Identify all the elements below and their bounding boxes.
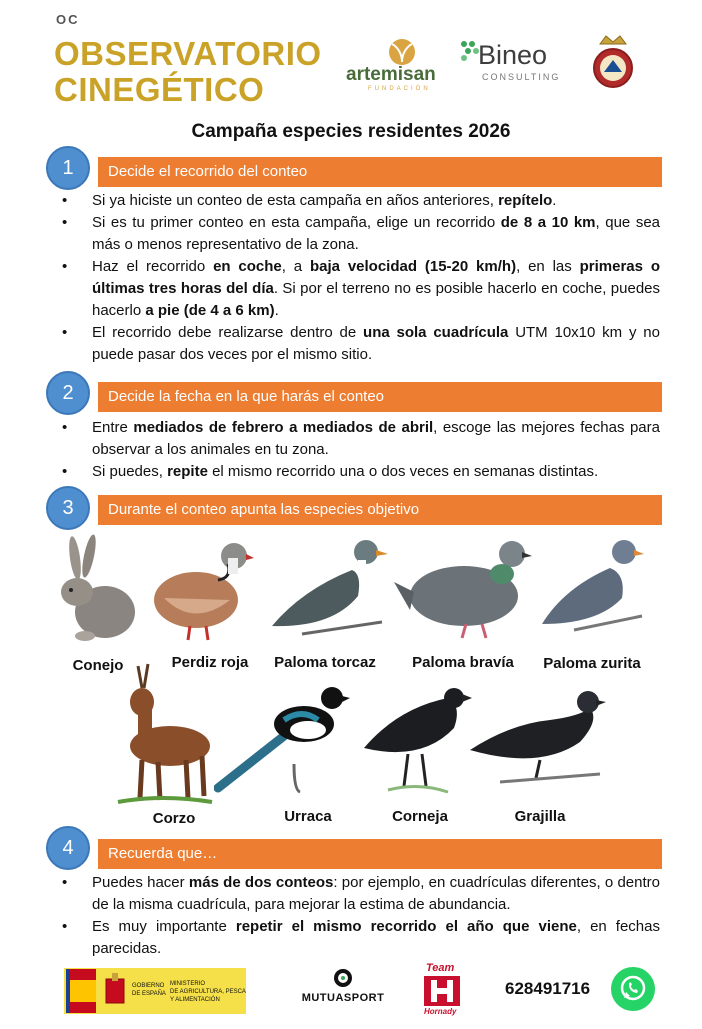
rabbit-illustration <box>55 532 141 648</box>
magpie-illustration <box>214 680 350 794</box>
artemisan-name: artemisan <box>346 64 436 85</box>
federation-crest-icon <box>592 34 634 92</box>
whatsapp-phone-icon <box>611 967 655 1011</box>
text: . Si por el terreno no es posible hacerlo en coche, puedes hacerlo <box>92 280 660 319</box>
artemisan-sub: FUNDACIÓN <box>368 86 431 92</box>
text: . <box>274 302 279 319</box>
oc-monogram: OC <box>56 12 80 27</box>
hornady-logo <box>420 962 464 1018</box>
jackdaw-illustration <box>470 680 610 790</box>
bullet-item <box>62 322 660 366</box>
bineo-logo <box>460 40 576 86</box>
text: Puedes hacer <box>92 874 189 891</box>
text: , en las <box>516 258 580 275</box>
contact-phone[interactable]: 628491716 <box>505 979 591 998</box>
ministry-line2: DE AGRICULTURA, PESCA <box>170 989 246 995</box>
bold-text: primeras o últimas tres horas del día <box>92 258 660 297</box>
text: el mismo recorrido una o dos veces en semanas distintas. <box>207 463 599 480</box>
section-2-list <box>62 417 660 483</box>
section-2-bar <box>98 382 662 412</box>
bold-text: de 8 a 10 km <box>500 214 596 231</box>
campaign-title: Campaña especies residentes 2026 <box>191 121 511 142</box>
bullet-item <box>62 417 660 461</box>
text: UTM 10x10 km y no puede pasar dos veces por el mismo sitio. <box>92 324 660 363</box>
ministry-line3: Y ALIMENTACIÓN <box>170 997 220 1003</box>
ministry-line1: MINISTERIO <box>170 981 206 987</box>
text: , escoge las mejores fechas para observar a los animales en tu zona. <box>92 419 660 458</box>
label-corzo: Corzo <box>152 810 196 827</box>
hornady-brand: Hornady <box>424 1007 457 1016</box>
mutuasport-target-icon <box>333 968 353 988</box>
label-paloma-bravia: Paloma bravía <box>412 654 514 671</box>
gov-line1: GOBIERNO <box>132 983 165 989</box>
wood-pigeon-illustration <box>262 530 392 648</box>
label-paloma-zurita: Paloma zurita <box>543 655 641 672</box>
brand-title-line1: OBSERVATORIO <box>54 35 322 72</box>
text: Si ya hiciste un conteo de esta campaña en años anteriores, <box>92 192 499 209</box>
rock-dove-illustration <box>394 532 534 644</box>
bold-text: repítelo <box>498 192 553 209</box>
partridge-illustration <box>144 528 256 644</box>
bullet-item <box>62 916 660 960</box>
section-4-number: 4 <box>46 826 90 870</box>
gov-line2: DE ESPAÑA <box>132 991 166 997</box>
label-urraca: Urraca <box>284 808 332 825</box>
brand-title <box>54 36 322 108</box>
section-4-title: Recuerda que… <box>108 845 218 862</box>
section-2-title: Decide la fecha en la que harás el conteo <box>108 388 385 405</box>
bullet-item <box>62 872 660 916</box>
bold-text: a pie (de 4 a 6 km) <box>145 302 275 319</box>
artemisan-logo <box>346 38 456 94</box>
brand-title-line2: CINEGÉTICO <box>54 71 265 108</box>
label-corneja: Corneja <box>392 808 448 825</box>
text: Es muy importante <box>92 918 236 935</box>
section-4-list <box>62 872 660 960</box>
bullet-item <box>62 461 660 483</box>
section-1-bar <box>98 157 662 187</box>
bold-text: baja velocidad (15-20 km/h) <box>309 258 517 275</box>
hornady-h-icon <box>424 976 460 1006</box>
bineo-sub: CONSULTING <box>482 72 561 82</box>
bold-text: más de dos conteos <box>188 874 334 891</box>
label-grajilla: Grajilla <box>514 808 566 825</box>
bullet-item <box>62 190 660 212</box>
mutuasport-name: MUTUASPORT <box>301 992 385 1004</box>
spain-flag-icon <box>66 969 96 1013</box>
label-perdiz-roja: Perdiz roja <box>171 654 249 671</box>
government-text <box>132 982 166 998</box>
text: Haz el recorrido <box>92 258 214 275</box>
label-conejo: Conejo <box>72 657 124 674</box>
ministry-text <box>170 980 246 1004</box>
text: , que sea más o menos representativo de la zona. <box>92 214 661 253</box>
bineo-name: Bineo <box>478 40 548 70</box>
text: : por ejemplo, en cuadrículas diferentes, o dentro de la misma cuadrícula, para mejorar la estima de abundancia. <box>92 874 660 913</box>
bold-text: repetir el mismo recorrido el año que viene <box>235 918 577 935</box>
text: , a <box>281 258 310 275</box>
carrion-crow-illustration <box>358 682 472 800</box>
text: . <box>552 192 557 209</box>
section-3-number: 3 <box>46 486 90 530</box>
artemisan-leaf-icon <box>382 38 422 66</box>
text: Si puedes, <box>92 463 168 480</box>
text: El recorrido debe realizarse dentro de <box>92 324 364 341</box>
section-4-bar <box>98 839 662 869</box>
section-1-list <box>62 190 660 366</box>
bold-text: repite <box>167 463 208 480</box>
text: Si es tu primer conteo en esta campaña, elige un recorrido <box>92 214 501 231</box>
bold-text: una sola cuadrícula <box>363 324 509 341</box>
bullet-item <box>62 256 660 322</box>
hornady-team: Team <box>426 962 455 974</box>
stock-dove-illustration <box>534 528 646 648</box>
section-1-title: Decide el recorrido del conteo <box>108 163 308 180</box>
section-3-bar <box>98 495 662 525</box>
section-2-number: 2 <box>46 371 90 415</box>
whatsapp-icon[interactable] <box>611 967 655 1011</box>
bullet-item <box>62 212 660 256</box>
section-3-title: Durante el conteo apunta las especies objetivo <box>108 501 420 518</box>
text: Entre <box>92 419 134 436</box>
roe-deer-illustration <box>108 662 216 808</box>
government-logo <box>64 968 246 1014</box>
text: , en fechas parecidas. <box>92 918 660 957</box>
coat-of-arms-icon <box>100 971 130 1011</box>
label-paloma-torcaz: Paloma torcaz <box>274 654 376 671</box>
section-1-number: 1 <box>46 146 90 190</box>
bold-text: en coche <box>213 258 282 275</box>
mutuasport-logo <box>300 968 386 1012</box>
bold-text: mediados de febrero a mediados de abril <box>133 419 434 436</box>
